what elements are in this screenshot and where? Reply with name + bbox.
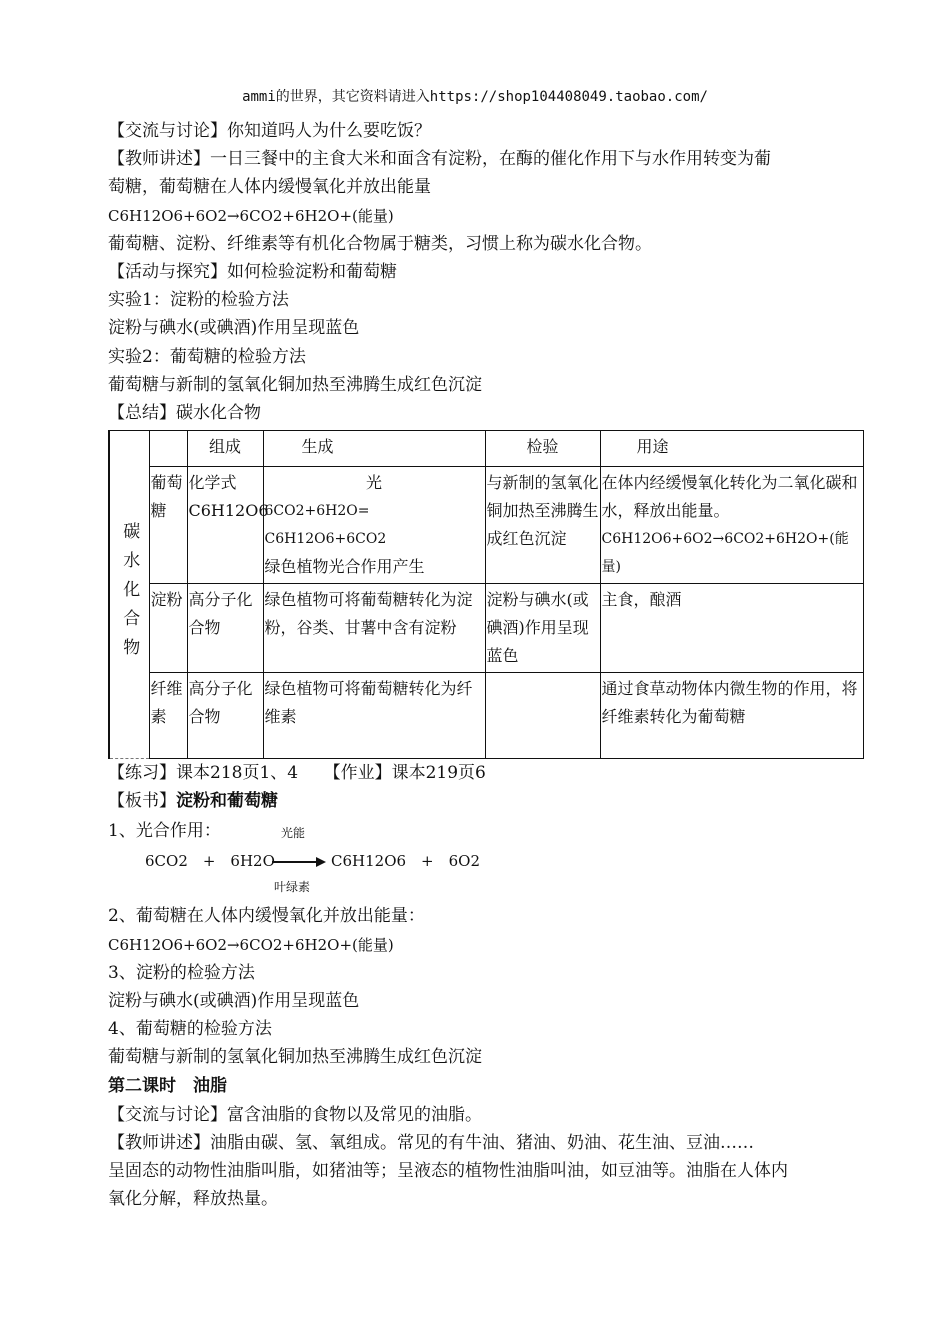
- row-starch-test: 淀粉与碘水(或碘酒)作用呈现蓝色: [485, 584, 600, 673]
- summary-title: 【总结】碳水化合物: [108, 403, 261, 423]
- row-glucose-formation: [263, 467, 485, 584]
- row-cellulose-test: [485, 673, 600, 759]
- experiment-2-title: 实验2：葡萄糖的检验方法: [108, 347, 306, 367]
- board-item-3: 3、淀粉的检验方法: [108, 963, 255, 983]
- board-oxidation-equation: C6H12O6+6O2→6CO2+6H2O+(能量): [108, 936, 394, 954]
- header-composition: 组成: [187, 431, 263, 467]
- row-starch-name: 淀粉: [149, 584, 187, 673]
- lesson-2-teacher-3: 氧化分解，释放热量。: [108, 1189, 278, 1209]
- row-glucose-name: 葡萄糖: [149, 467, 187, 584]
- row-starch-formation: 绿色植物可将葡萄糖转化为淀粉，谷类、甘薯中含有淀粉: [263, 584, 485, 673]
- activity-line: 【活动与探究】如何检验淀粉和葡萄糖: [108, 262, 397, 282]
- board-glucose-test: 葡萄糖与新制的氢氧化铜加热至沸腾生成红色沉淀: [108, 1047, 482, 1067]
- photosynthesis-reactants: 6CO2 + 6H2O: [145, 852, 275, 870]
- lesson-2-teacher-2: 呈固态的动物性油脂叫脂，如猪油等；呈液态的植物性油脂叫油，如豆油等。油脂在人体内: [108, 1161, 788, 1181]
- teacher-line-2: 萄糖，葡萄糖在人体内缓慢氧化并放出能量: [108, 177, 431, 197]
- page-header-link: ammi的世界，其它资料请进入https://shop104408049.taobao.com/: [242, 89, 708, 105]
- photosynthesis-note: 绿色植物光合作用产生: [264, 557, 425, 576]
- header-use: 用途: [600, 431, 863, 467]
- side-label-cell: [109, 431, 149, 759]
- experiment-1-result: 淀粉与碘水(或碘酒)作用呈现蓝色: [108, 318, 360, 338]
- discussion-line: 【交流与讨论】你知道吗人为什么要吃饭？: [108, 121, 431, 141]
- experiment-2-result: 葡萄糖与新制的氢氧化铜加热至沸腾生成红色沉淀: [108, 375, 482, 395]
- row-glucose-use: [600, 467, 863, 584]
- experiment-1-title: 实验1：淀粉的检验方法: [108, 290, 289, 310]
- row-glucose-composition: 化学式 C6H12O6: [187, 467, 263, 584]
- lesson-2-teacher-1: 【教师讲述】油脂由碳、氢、氧组成。常见的有牛油、猪油、奶油、花生油、豆油……: [108, 1133, 754, 1153]
- board-item-1: 1、光合作用：: [108, 821, 221, 841]
- row-glucose-test: 与新制的氢氧化铜加热至沸腾生成红色沉淀: [485, 467, 600, 584]
- carbohydrate-definition: 葡萄糖、淀粉、纤维素等有机化合物属于糖类，习惯上称为碳水化合物。: [108, 234, 652, 254]
- side-label: 碳水化合物: [119, 522, 140, 667]
- carbohydrate-table: [108, 430, 864, 759]
- teacher-line-1: 【教师讲述】一日三餐中的主食大米和面含有淀粉，在酶的催化作用下与水作用转变为葡: [108, 149, 771, 169]
- header-blank-cell: [149, 431, 187, 467]
- board-title-line: [108, 790, 278, 812]
- board-title-tag: 【板书】: [108, 791, 176, 811]
- photosynthesis-equation: 6CO2+6H2O= C6H12O6+6CO2: [264, 503, 387, 547]
- board-title: 淀粉和葡萄糖: [176, 791, 278, 811]
- practice-line: 【练习】课本218页1、4 【作业】课本219页6: [108, 763, 486, 783]
- glucose-oxidation-equation: C6H12O6+6O2→6CO2+6H2O+(能量): [108, 207, 394, 225]
- photosynthesis-products: C6H12O6 + 6O2: [331, 852, 480, 870]
- header-test: 检验: [485, 431, 600, 467]
- glucose-use-equation: C6H12O6+6O2→6CO2+6H2O+(能量): [601, 531, 849, 575]
- board-item-2: 2、葡萄糖在人体内缓慢氧化并放出能量：: [108, 906, 425, 926]
- chlorophyll-label: 叶绿素: [274, 880, 311, 894]
- header-formation: 生成: [263, 431, 485, 467]
- row-cellulose-formation: 绿色植物可将葡萄糖转化为纤维素: [263, 673, 485, 759]
- reaction-arrow-icon: [272, 856, 326, 868]
- light-energy-label: 光能: [281, 826, 306, 840]
- lesson-2-discussion: 【交流与讨论】富含油脂的食物以及常见的油脂。: [108, 1105, 482, 1125]
- lesson-2-title: 第二课时 油脂: [108, 1076, 227, 1096]
- glucose-use-text: 在体内经缓慢氧化转化为二氧化碳和水，释放出能量。: [601, 473, 858, 520]
- row-cellulose-use: 通过食草动物体内微生物的作用，将纤维素转化为葡萄糖: [600, 673, 863, 759]
- light-label: 光: [365, 473, 382, 492]
- board-starch-test: 淀粉与碘水(或碘酒)作用呈现蓝色: [108, 991, 360, 1011]
- row-cellulose-composition: 高分子化合物: [187, 673, 263, 759]
- row-starch-composition: 高分子化合物: [187, 584, 263, 673]
- row-cellulose-name: 纤维素: [149, 673, 187, 759]
- row-starch-use: 主食，酿酒: [600, 584, 863, 673]
- board-item-4: 4、葡萄糖的检验方法: [108, 1019, 272, 1039]
